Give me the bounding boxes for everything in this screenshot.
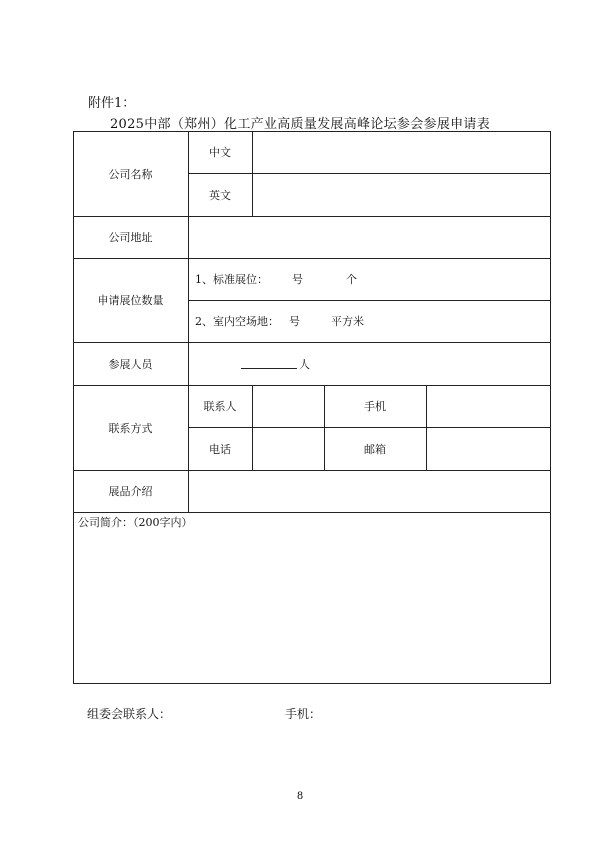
attendees-label: 参展人员 (108, 357, 153, 371)
row-divider (73, 512, 551, 513)
attendees-count-field[interactable] (241, 358, 297, 369)
form-border-bottom (73, 683, 551, 684)
mobile-field[interactable] (427, 386, 549, 426)
contact-person-field[interactable] (253, 386, 324, 426)
company-name-label: 公司名称 (108, 167, 153, 181)
organizer-contact-label: 组委会联系人： (87, 707, 172, 721)
attendees-unit: 人 (299, 357, 310, 371)
phone-field[interactable] (253, 428, 324, 469)
standard-booth-row (195, 258, 545, 300)
indoor-space-row (195, 300, 545, 342)
company-address-field[interactable] (189, 217, 549, 257)
standard-booth-number-unit: 号 (292, 273, 303, 286)
email-field[interactable] (427, 428, 549, 469)
indoor-space-number-unit: 号 (289, 315, 300, 328)
contact-method-label: 联系方式 (108, 421, 153, 435)
attachment-label: 附件1： (88, 96, 136, 111)
english-name-label: 英文 (209, 189, 231, 202)
standard-booth-label: 1、标准展位： (195, 273, 268, 286)
page-number: 8 (296, 791, 304, 802)
chinese-name-field[interactable] (253, 132, 549, 172)
mobile-label: 手机 (364, 400, 386, 413)
exhibits-field[interactable] (189, 471, 549, 511)
standard-booth-count-unit: 个 (346, 273, 357, 286)
form-title: 2025中部（郑州）化工产业高质量发展高峰论坛参会参展申请表 (109, 117, 491, 132)
application-form (73, 131, 551, 684)
email-label: 邮箱 (364, 442, 386, 456)
phone-label: 电话 (209, 442, 231, 456)
company-intro-field[interactable] (74, 531, 550, 682)
company-address-label: 公司地址 (108, 231, 153, 244)
chinese-name-label: 中文 (209, 146, 231, 159)
contact-person-label: 联系人 (203, 400, 237, 413)
booth-count-label: 申请展位数量 (97, 294, 164, 307)
footer-mobile-label: 手机： (285, 707, 322, 721)
indoor-space-area-unit: 平方米 (331, 315, 364, 328)
company-intro-label: 公司简介：（200字内） (78, 516, 193, 529)
attendees-row (241, 342, 441, 385)
english-name-field[interactable] (253, 175, 549, 215)
indoor-space-label: 2、室内空场地： (195, 315, 279, 328)
form-border-right (550, 131, 551, 684)
exhibits-label: 展品介绍 (108, 485, 153, 498)
